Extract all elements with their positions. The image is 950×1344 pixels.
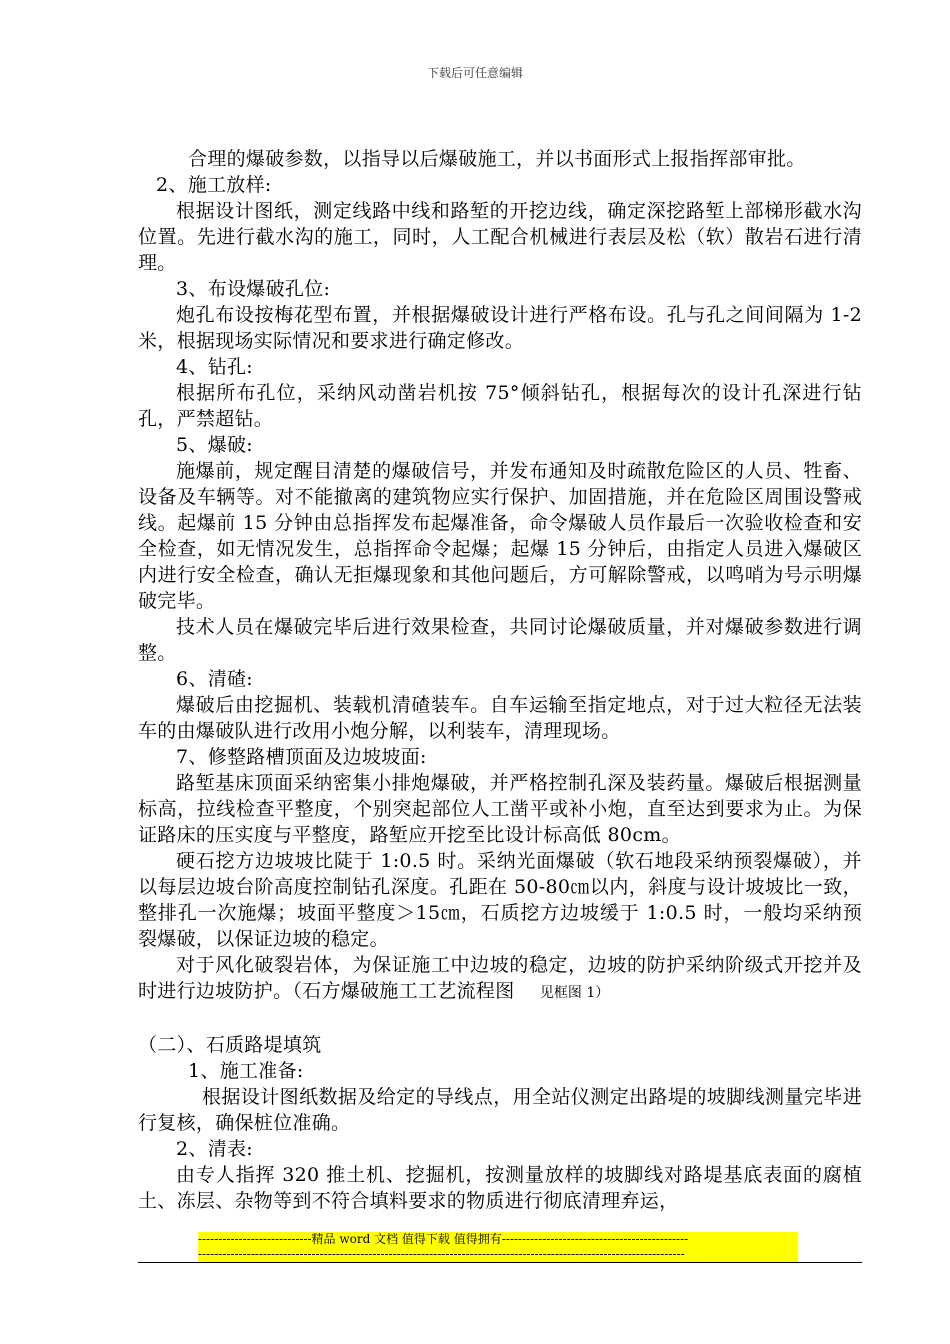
paragraph: 根据所布孔位，采纳风动凿岩机按 75°倾斜钻孔，根据每次的设计孔深进行钻孔，严禁超钻。 xyxy=(138,382,862,430)
figure-reference: 见框图 1） xyxy=(539,985,610,1001)
paragraph-text: 对于风化破裂岩体，为保证施工中边坡的稳定，边坡的防护采纳阶级式开挖并及时进行边坡防护。（石方爆破施工工艺流程图 xyxy=(138,954,862,1002)
footer-dashes: ------------------------------------------------------------------------------------------------------------------------ xyxy=(198,1247,798,1262)
heading-step-2b: 2、清表: xyxy=(176,1138,253,1160)
paragraph: 爆破后由挖掘机、装载机清碴装车。自车运输至指定地点，对于过大粒径无法装车的由爆破队进行改用小炮分解，以利装车，清理现场。 xyxy=(138,694,862,742)
paragraph: 路堑基床顶面采纳密集小排炮爆破，并严格控制孔深及装药量。爆破后根据测量标高，拉线检查平整度，个别突起部位人工凿平或补小炮，直至达到要求为止。为保证路床的压实度与平整度，路堑应开挖至比设计标高低 80cm。 xyxy=(138,772,862,846)
paragraph: 根据设计图纸，测定线路中线和路堑的开挖边线，确定深挖路堑上部梯形截水沟位置。先进行截水沟的施工，同时，人工配合机械进行表层及松（软）散岩石进行清理。 xyxy=(138,200,862,274)
heading-step-6: 6、清碴: xyxy=(176,668,253,690)
paragraph: 炮孔布设按梅花型布置，并根据爆破设计进行严格布设。孔与孔之间间隔为 1-2 米，根据现场实际情况和要求进行确定修改。 xyxy=(138,304,862,352)
section-title: （二）、石质路堤填筑 xyxy=(138,1034,322,1056)
heading-step-7: 7、修整路槽顶面及边坡坡面: xyxy=(176,746,427,768)
spacer xyxy=(138,1006,862,1032)
paragraph: 施爆前，规定醒目清楚的爆破信号，并发布通知及时疏散危险区的人员、牲畜、设备及车辆等。对不能撤离的建筑物应实行保护、加固措施，并在危险区周围设警戒线。起爆前 15 分钟由总指挥发布起爆准备，命令爆破人员作最后一次验收检查和安全检查，如无情况发生，总指挥命令起爆；起爆 15 分钟后，由指定人员进入爆破区内进行安全检查，确认无拒爆现象和其他问题后，方可解除警戒，以鸣哨为号示明爆破完毕。 xyxy=(138,460,862,612)
paragraph: 由专人指挥 320 推土机、挖掘机，按测量放样的坡脚线对路堤基底表面的腐植土、冻层、杂物等到不符合填料要求的物质进行彻底清理弃运， xyxy=(138,1164,862,1212)
paragraph: 技术人员在爆破完毕后进行效果检查，共同讨论爆破质量，并对爆破参数进行调整。 xyxy=(138,616,862,664)
document-body xyxy=(138,146,862,1214)
paragraph: 硬石挖方边坡坡比陡于 1:0.5 时。采纳光面爆破（软石地段采纳预裂爆破），并以每层边坡台阶高度控制钻孔深度。孔距在 50-80㎝以内，斜度与设计坡坡比一致，整排孔一次施爆；坡面平整度＞15㎝，石质挖方边坡缓于 1:0.5 时，一般均采纳预裂爆破，以保证边坡的稳定。 xyxy=(138,850,862,950)
heading-step-4: 4、钻孔: xyxy=(176,356,253,378)
paragraph xyxy=(138,952,862,1006)
paragraph: 合理的爆破参数，以指导以后爆破施工，并以书面形式上报指挥部审批。 xyxy=(188,148,806,170)
heading-step-2: 2、施工放样: xyxy=(156,174,272,196)
paragraph: 根据设计图纸数据及给定的导线点，用全站仪测定出路堤的坡脚线测量完毕进行复核，确保桩位准确。 xyxy=(138,1086,862,1134)
page-header: 下载后可任意编辑 xyxy=(426,66,523,80)
heading-step-1: 1、施工准备: xyxy=(188,1060,304,1082)
heading-step-3: 3、布设爆破孔位: xyxy=(176,278,331,300)
footer-rule xyxy=(138,1262,862,1263)
footer-banner: ----------------------------精品 word 文档 值得下载 值得拥有---------------------------------------------- xyxy=(198,1232,798,1247)
heading-step-5: 5、爆破: xyxy=(176,434,253,456)
